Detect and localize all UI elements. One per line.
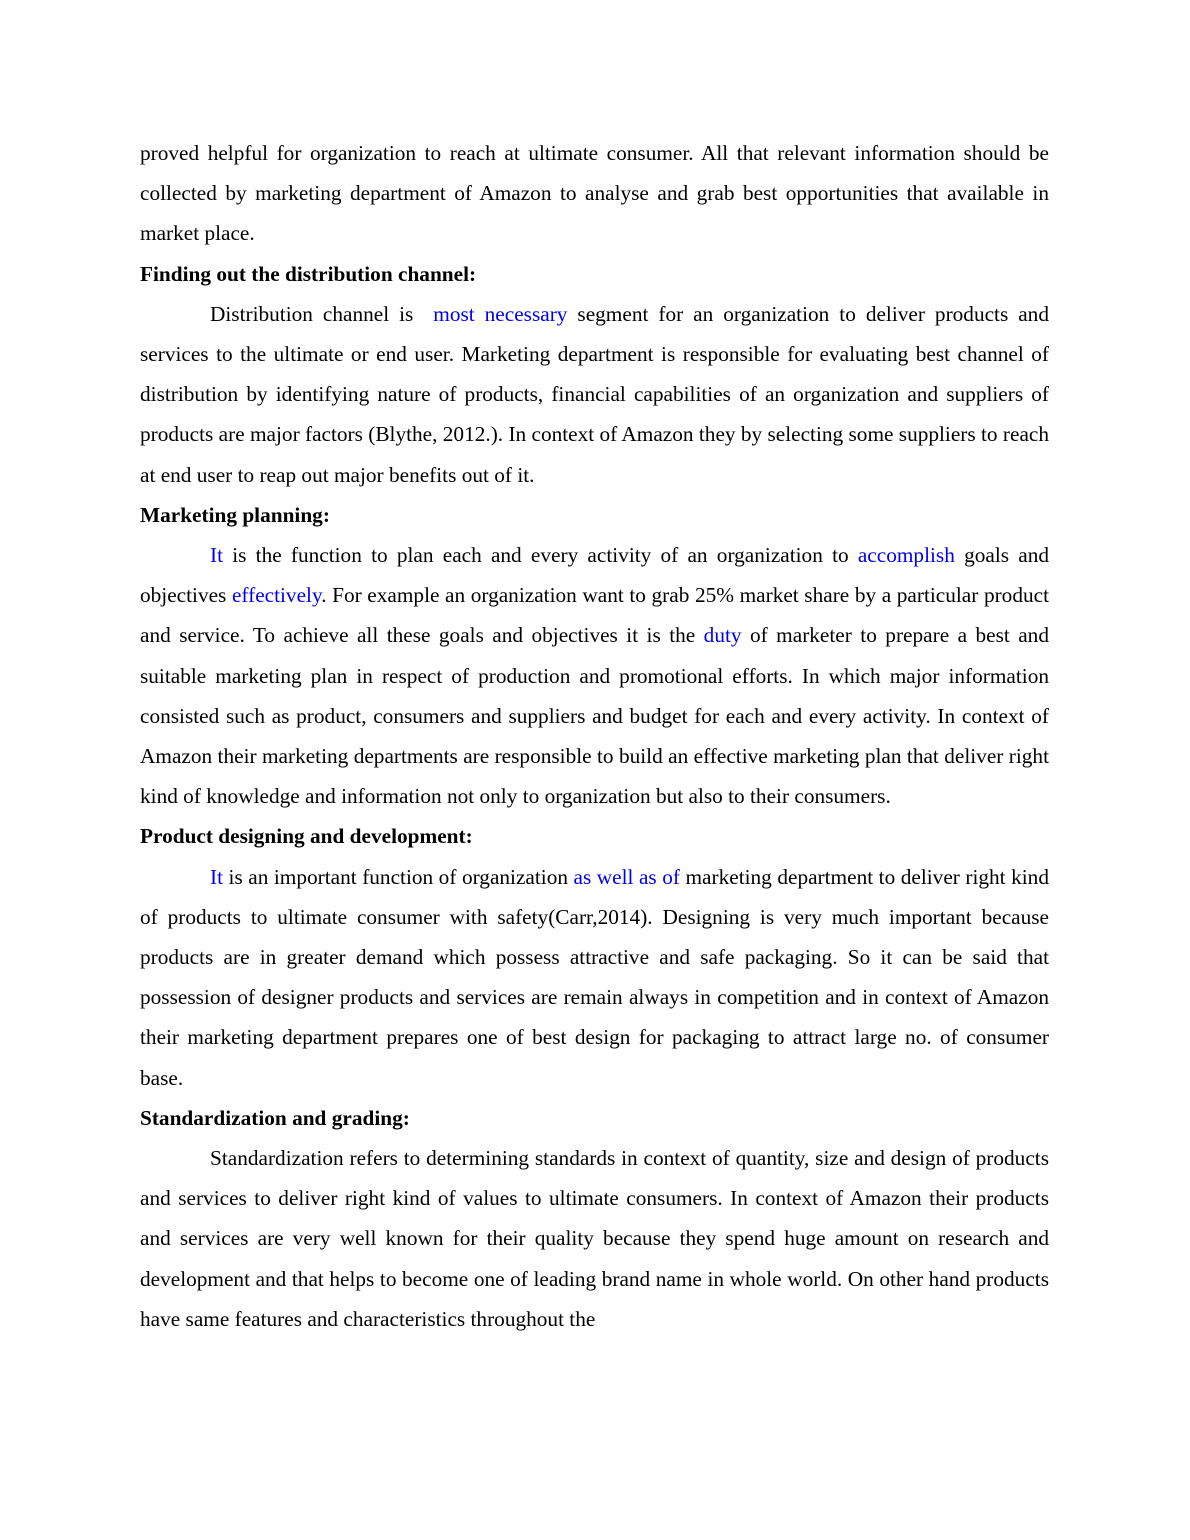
- planning-highlight-3: effectively: [231, 583, 322, 608]
- design-paragraph: [140, 857, 1049, 1098]
- planning-text-1: is the function to plan each and every activity of an organization to: [223, 543, 858, 568]
- distribution-highlight-1: most necessary: [433, 301, 568, 326]
- planning-highlight-2: accomplish: [857, 543, 955, 568]
- design-heading: Product designing and development:: [140, 824, 473, 849]
- planning-heading: Marketing planning:: [140, 502, 330, 527]
- standardization-heading: Standardization and grading:: [140, 1105, 410, 1130]
- planning-text-4: of marketer to prepare a best and suitable marketing plan in respect of production and promotional efforts. In which major information consisted such as product, consumers and suppliers and budget for each and every activity. In context of Amazon their marketing departments are responsible to build an effective marketing plan that deliver right kind of knowledge and information not only to organization but also to their consumers.: [140, 623, 1049, 809]
- planning-paragraph: [140, 535, 1049, 816]
- intro-text: proved helpful for organization to reach at ultimate consumer. All that relevant information should be collected by marketing department of Amazon to analyse and grab best opportunities that available in market place.: [140, 141, 1049, 246]
- design-text-1: is an important function of organization: [223, 864, 574, 889]
- distribution-text-1: Distribution channel is: [210, 301, 434, 326]
- design-text-2: marketing department to deliver right kind of products to ultimate consumer with safety(Carr,2014). Designing is very much important because products are in greater demand which possess attractive and safe packaging. So it can be said that possession of designer products and services are remain always in competition and in context of Amazon their marketing department prepares one of best design for packaging to attract large no. of consumer base.: [140, 864, 1049, 1090]
- design-highlight-1: It: [210, 864, 224, 889]
- distribution-paragraph: [140, 294, 1049, 495]
- standardization-text-1: Standardization refers to determining standards in context of quantity, size and design of products and services to deliver right kind of values to ultimate consumers. In context of Amazon their products and services are very well known for their quality because they spend huge amount on research and development and that helps to become one of leading brand name in whole world. On other hand products have same features and characteristics throughout the: [140, 1146, 1049, 1331]
- document-page: [140, 133, 1049, 1339]
- intro-paragraph: [140, 133, 1049, 254]
- planning-text-2: goals and objectives: [140, 543, 1049, 608]
- design-highlight-2: as well as of: [573, 864, 680, 889]
- planning-text-3: . For example an organization want to grab 25% market share by a particular product and service. To achieve all these goals and objectives it is the: [140, 583, 1049, 648]
- distribution-heading: Finding out the distribution channel:: [140, 261, 477, 286]
- distribution-text-2: segment for an organization to deliver products and services to the ultimate or end user. Marketing department is responsible for evaluating best channel of distribution by identifying nature of products, financial capabilities of an organization and suppliers of products are major factors (Blythe, 2012.). In context of Amazon they by selecting some suppliers to reach at end user to reap out major benefits out of it.: [140, 301, 1049, 487]
- standardization-paragraph: [140, 1138, 1049, 1339]
- planning-highlight-1: It: [210, 543, 224, 568]
- planning-highlight-4: duty: [703, 623, 742, 648]
